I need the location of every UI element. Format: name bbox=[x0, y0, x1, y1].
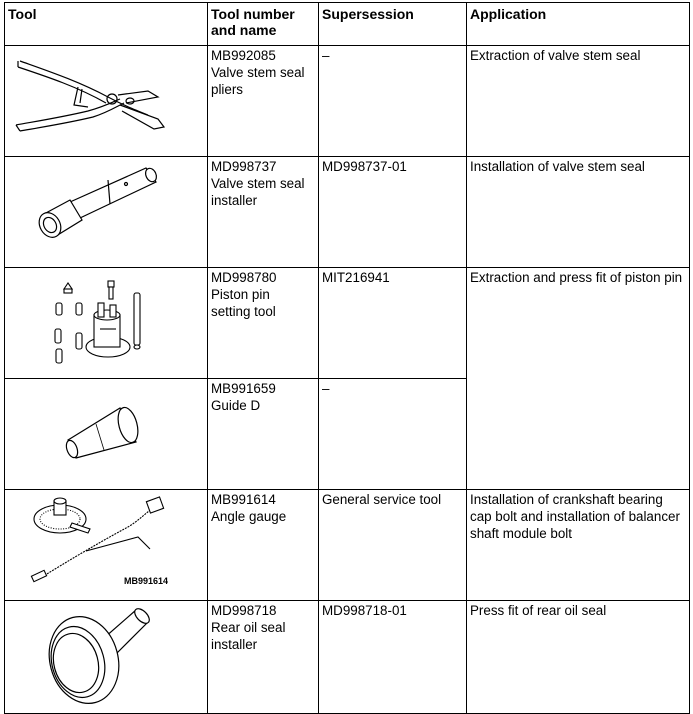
tool-image-cell bbox=[5, 46, 208, 157]
table-row bbox=[5, 601, 690, 714]
tool-image-cell bbox=[5, 379, 208, 490]
special-tools-table bbox=[4, 2, 690, 714]
supersession-cell: MD998718-01 bbox=[319, 601, 467, 714]
tool-number-name: MB991614 Angle gauge bbox=[208, 490, 319, 601]
tool-image-cell bbox=[5, 157, 208, 268]
supersession-cell: General service tool bbox=[319, 490, 467, 601]
table-row bbox=[5, 268, 690, 379]
valve-stem-seal-installer-icon bbox=[8, 158, 211, 266]
supersession-cell: MD998737-01 bbox=[319, 157, 467, 268]
table-row bbox=[5, 157, 690, 268]
application-cell: Extraction of valve stem seal bbox=[467, 46, 690, 157]
tool-image-cell bbox=[5, 490, 208, 601]
figure-label: MB991614 bbox=[124, 576, 169, 586]
application-cell: Extraction and press fit of piston pin bbox=[467, 268, 690, 490]
supersession-cell: MIT216941 bbox=[319, 268, 467, 379]
supersession-cell: – bbox=[319, 46, 467, 157]
header-tool: Tool bbox=[5, 3, 208, 46]
table-row bbox=[5, 46, 690, 157]
angle-gauge-icon bbox=[8, 491, 211, 599]
guide-d-icon bbox=[8, 380, 211, 488]
header-tool-number: Tool number and name bbox=[208, 3, 319, 46]
tool-image-cell bbox=[5, 268, 208, 379]
supersession-cell: – bbox=[319, 379, 467, 490]
table-header-row bbox=[5, 3, 690, 46]
header-application: Application bbox=[467, 3, 690, 46]
tool-number-name: MB992085 Valve stem seal pliers bbox=[208, 46, 319, 157]
tool-number-name: MB991659 Guide D bbox=[208, 379, 319, 490]
valve-stem-seal-pliers-icon bbox=[8, 47, 211, 155]
application-cell: Installation of crankshaft bearing cap bolt and installation of balancer shaft module bolt bbox=[467, 490, 690, 601]
table-row bbox=[5, 490, 690, 601]
rear-oil-seal-installer-icon bbox=[8, 602, 211, 712]
application-cell: Installation of valve stem seal bbox=[467, 157, 690, 268]
tool-number-name: MD998718 Rear oil seal installer bbox=[208, 601, 319, 714]
tool-number-name: MD998737 Valve stem seal installer bbox=[208, 157, 319, 268]
tool-image-cell bbox=[5, 601, 208, 714]
piston-pin-setting-tool-icon bbox=[8, 269, 211, 377]
header-supersession: Supersession bbox=[319, 3, 467, 46]
tool-number-name: MD998780 Piston pin setting tool bbox=[208, 268, 319, 379]
application-cell: Press fit of rear oil seal bbox=[467, 601, 690, 714]
